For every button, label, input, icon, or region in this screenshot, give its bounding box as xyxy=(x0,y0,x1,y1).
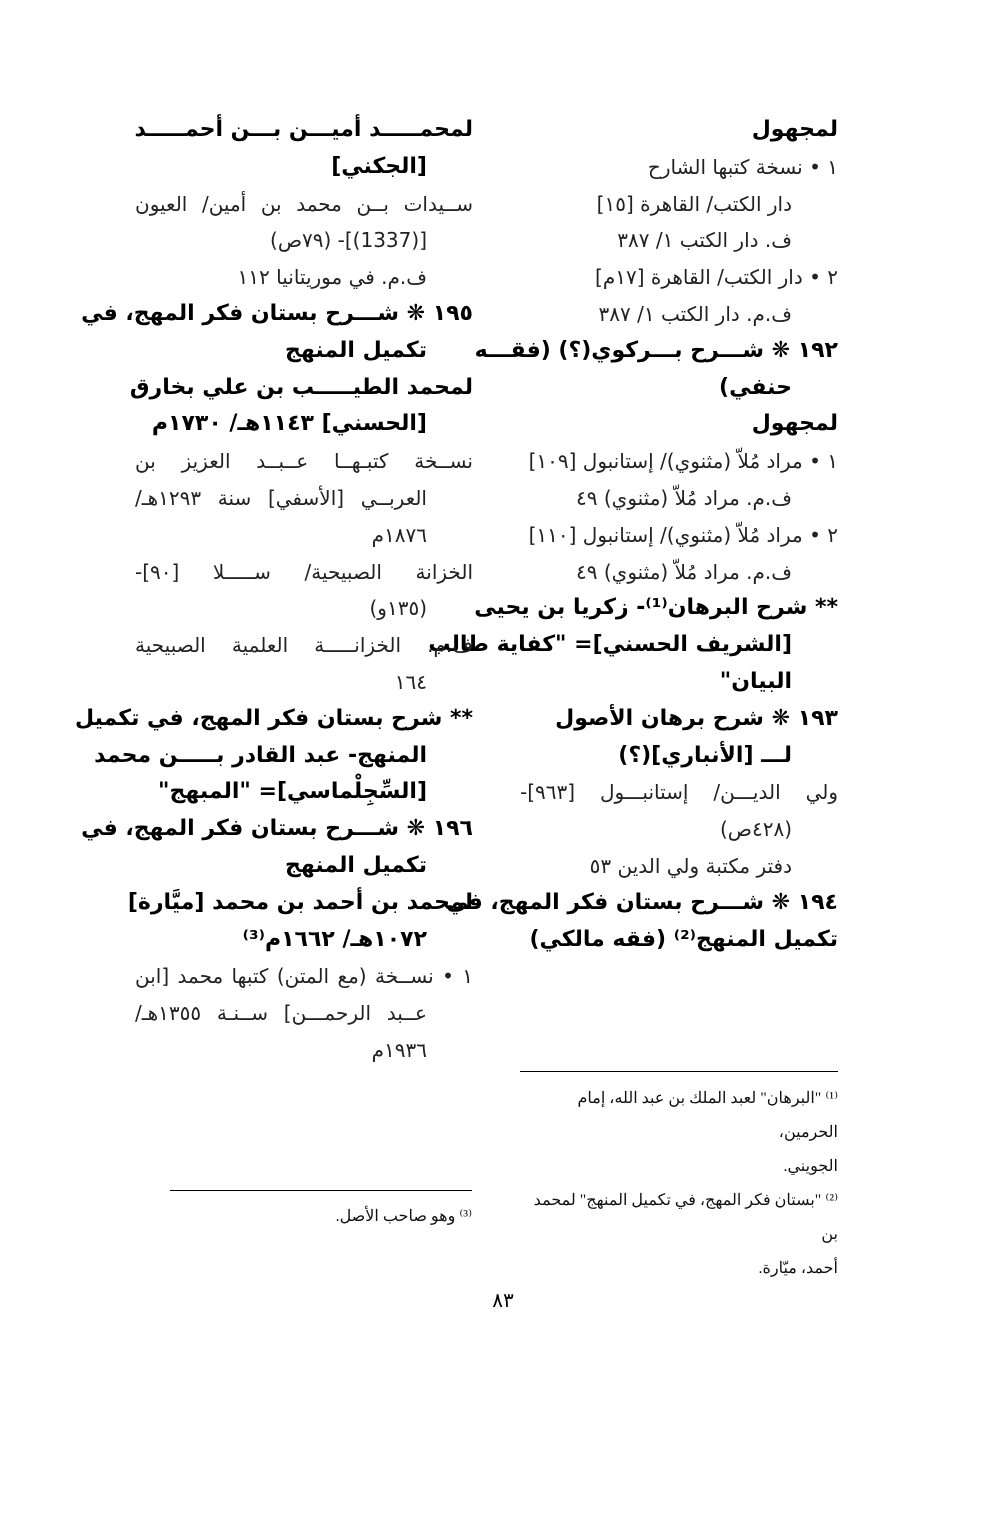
text-line: لمحمد الطيـــــب بن علي بخارق xyxy=(129,374,473,400)
text-line: ٢ • دار الكتب/ القاهرة [١٧م] xyxy=(595,265,838,290)
text-line: تكميل المنهج xyxy=(285,852,427,878)
text-line: لمحمـــــد أميـــن بـــن أحمـــــد xyxy=(134,117,473,142)
text-line: ١ • نســخة (مع المتن) كتبها محمد [ابن xyxy=(135,964,473,989)
text-line: [الجكني] xyxy=(331,153,427,179)
footnotes-left xyxy=(170,1200,472,1234)
text-line: ١٩٢ ❋ شـــرح بـــركوي(؟) (فقـــه xyxy=(474,337,838,363)
text-line: [السِّجِلْماسي]= "المبهج" xyxy=(158,779,427,805)
text-line: [الشريف الحسني]= "كفاية طالب xyxy=(428,632,792,658)
text-line: ١٩٤ ❋ شـــرح بستان فكر المهج، في xyxy=(446,889,838,915)
text-line: ف.م. دار الكتب ١/ ٣٨٧ xyxy=(598,301,792,326)
left-column xyxy=(74,112,473,1069)
text-line: البيان" xyxy=(719,668,792,694)
text-line: دار الكتب/ القاهرة [١٥] xyxy=(596,191,792,216)
text-line: ١٦٤ xyxy=(394,669,427,694)
footnote-separator-left xyxy=(170,1190,472,1191)
text-line: ** شرح بستان فكر المهج، في تكميل xyxy=(74,705,473,731)
footnote-separator-right xyxy=(520,1071,838,1072)
text-line: ١٩٥ ❋ شـــرح بستان فكر المهج، في xyxy=(81,300,473,326)
text-line: [(1337)]- (٧٩ص) xyxy=(270,228,427,253)
text-line: العربــي [الأسفي] سنة ١٢٩٣هـ/ xyxy=(135,485,427,510)
footnote-line: الجويني. xyxy=(783,1158,838,1175)
text-line: ف. دار الكتب ١/ ٣٨٧ xyxy=(617,228,792,253)
footnotes-right xyxy=(520,1082,838,1286)
text-line: ف.م. مراد مُلاّ (مثنوي) ٤٩ xyxy=(576,559,792,584)
text-line: ١٩٣ ❋ شرح برهان الأصول xyxy=(555,705,838,731)
footnote-line: ⁽²⁾ "بستان فكر المهج، في تكميل المنهج" لمحمد بن xyxy=(533,1192,838,1243)
text-line: ف.م. في موريتانيا ١١٢ xyxy=(237,265,427,290)
text-line: نســخة كتبـهــا عــبــد العزيز بن xyxy=(135,449,473,474)
text-line: تكميل المنهج⁽²⁾ (فقه مالكي) xyxy=(529,926,838,952)
footnote-line: أحمد، ميّارة. xyxy=(758,1260,838,1277)
text-line: ١ • نسخة كتبها الشارح xyxy=(647,154,838,179)
text-line: ولي الديـــن/ إستانبـــول [٩٦٣]- xyxy=(520,780,838,805)
text-line: دفتر مكتبة ولي الدين ٥٣ xyxy=(589,853,792,878)
text-line: ١٩٣٦م xyxy=(371,1037,427,1062)
text-line: [الحسني] ١١٤٣هـ/ ١٧٣٠م xyxy=(151,411,427,437)
text-line: ٢ • مراد مُلاّ (مثنوي)/ إستانبول [١١٠] xyxy=(528,522,838,547)
text-line: الخزانة الصبيحية/ ســـــلا [٩٠]- xyxy=(135,559,473,584)
right-column xyxy=(428,112,838,958)
text-line: ١ • مراد مُلاّ (مثنوي)/ إستانبول [١٠٩] xyxy=(528,449,838,474)
text-line: ** شرح البرهان⁽¹⁾- زكريا بن يحيى xyxy=(474,595,838,621)
text-line: (١٣٥و) xyxy=(369,596,427,621)
text-line: ١٨٧٦م xyxy=(371,522,427,547)
text-line: عــبد الرحمـــن] ســنـة ١٣٥٥هـ/ xyxy=(135,1001,427,1026)
text-line: لمحمد بن أحمد بن محمد [ميَّارة] xyxy=(127,889,473,915)
text-line: المنهج- عبد القادر بـــــن محمد xyxy=(94,742,427,768)
text-line: لمجهول xyxy=(751,117,838,142)
page-number: ٨٣ xyxy=(492,1288,514,1312)
text-line: ف.م. الخزانـــــة العلمية الصبيحية xyxy=(135,633,473,658)
text-line: حنفي) xyxy=(719,374,792,400)
text-line: ١٠٧٢هـ/ ١٦٦٢م⁽³⁾ xyxy=(242,926,427,952)
footnote-line: ⁽¹⁾ "البرهان" لعبد الملك بن عبد الله، إمام الحرمين، xyxy=(577,1090,838,1141)
text-line: لمجهول xyxy=(751,411,838,437)
footnote-line: ⁽³⁾ وهو صاحب الأصل. xyxy=(335,1208,472,1225)
text-line: ســيدات بــن محمد بن أمين/ العيون xyxy=(135,191,473,216)
text-line: ١٩٦ ❋ شـــرح بستان فكر المهج، في xyxy=(81,816,473,842)
text-line: تكميل المنهج xyxy=(285,337,427,363)
text-line: (٤٢٨ص) xyxy=(719,817,792,842)
text-line: لـــ [الأنباري](؟) xyxy=(618,742,792,768)
text-line: ف.م. مراد مُلاّ (مثنوي) ٤٩ xyxy=(576,485,792,510)
